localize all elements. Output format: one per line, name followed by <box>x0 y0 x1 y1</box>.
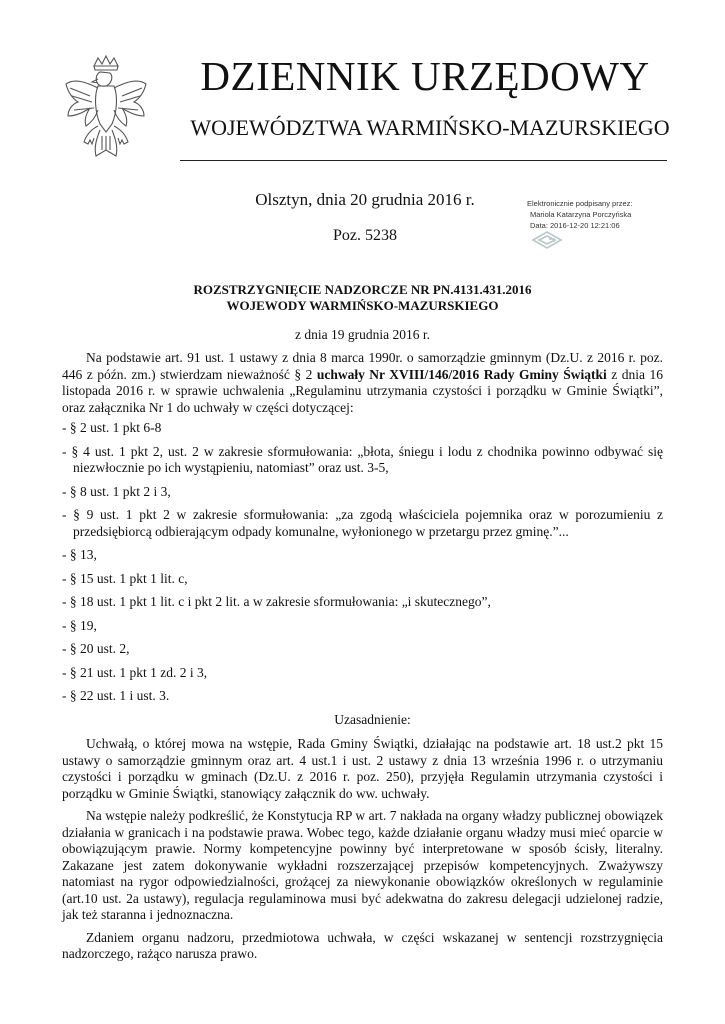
invalidated-provisions-list <box>62 420 663 705</box>
justification-paragraph: Uchwałą, o której mowa na wstępie, Rada Gminy Świątki, działając na podstawie art. 18 ust.2 pkt 15 ustawy o samorządzie gminnym oraz art. 4 ust.1 i ust. 2 ustawy z dnia 13 września 1996 r. o utrzymaniu czystości i porządku w gminach (Dz.U. z 2016 r. poz. 250), przyjęła Regulamin utrzymania czystości i porządku w Gminie Świątki, stanowiący załącznik do ww. uchwały. <box>62 736 663 801</box>
act-title-line-2: WOJEWODY WARMIŃSKO-MAZURSKIEGO <box>226 298 499 313</box>
position-number: Poz. 5238 <box>333 227 397 244</box>
esign-label: Elektronicznie podpisany przez: <box>527 199 633 208</box>
journal-title: DZIENNIK URZĘDOWY <box>200 53 650 99</box>
list-item: - § 19, <box>62 617 97 633</box>
esign-signer: Mariola Katarzyna Porczyńska <box>530 210 632 219</box>
coat-of-arms-eagle-icon <box>60 52 152 170</box>
act-date: z dnia 19 grudnia 2016 r. <box>295 327 430 342</box>
list-item: - § 18 ust. 1 pkt 1 lit. c i pkt 2 lit. a w zakresie sformułowania: „i skutecznego”, <box>62 594 491 609</box>
act-title <box>62 282 663 314</box>
document-body <box>62 350 663 963</box>
esign-date: Data: 2016-12-20 12:21:06 <box>530 221 620 230</box>
signature-logo-icon <box>530 230 564 250</box>
intro-paragraph: Na podstawie art. 91 ust. 1 ustawy z dnia 8 marca 1990r. o samorządzie gminnym (Dz.U. z 2016 r. poz. 446 z późn. zm.) stwierdzam nieważność § 2 uchwały Nr XVIII/146/2016 Rady Gminy Świątki z dnia 16 listopada 2016 r. w sprawie uchwalenia „Regulaminu utrzymania czystości i porządku w Gminie Świątki”, oraz załącznika Nr 1 do uchwały w części dotyczącej: <box>62 350 663 415</box>
place-date: Olsztyn, dnia 20 grudnia 2016 r. <box>255 190 475 209</box>
list-item: - § 15 ust. 1 pkt 1 lit. c, <box>62 570 188 586</box>
list-item: - § 9 ust. 1 pkt 2 w zakresie sformułowania: „za zgodą właściciela pojemnika oraz w porozumieniu z przedsiębiorcą odbierającym odpady komunalne, wyłonionego w przetargu przez gminę.”... <box>62 507 663 539</box>
list-item: - § 2 ust. 1 pkt 6-8 <box>62 420 162 435</box>
list-item: - § 13, <box>62 547 97 562</box>
list-item: - § 22 ust. 1 i ust. 3. <box>62 688 170 703</box>
journal-subtitle: WOJEWÓDZTWA WARMIŃSKO-MAZURSKIEGO <box>190 115 670 140</box>
justification-paragraph: Zdaniem organu nadzoru, przedmiotowa uchwała, w części wskazanej w sentencji rozstrzygnięcia nadzorczego, rażąco narusza prawo. <box>62 929 663 961</box>
resolution-reference: uchwały Nr XVIII/146/2016 Rady Gminy Świątki <box>316 366 607 382</box>
justification-paragraph: Na wstępie należy podkreślić, że Konstytucja RP w art. 7 nakłada na organy władzy publicznej obowiązek działania w granicach i na podstawie prawa. Wobec tego, każde działanie organu władzy musi mieć oparcie w obowiązującym prawie. Normy kompetencyjne powinny być interpretowane w sposób ścisły, literalny. Zakazane jest zatem dokonywanie wykładni rozszerzającej przepisów kompetencyjnych. Zważywszy natomiast na rygor odpowiedzialności, grożącej za niewykonanie obowiązków określonych w regulaminie (art.10 ust. 2a ustawy), regulacja regulaminowa musi być adekwatna do zakresu delegacji udzielonej radzie, jak też staranna i jednoznaczna. <box>62 808 663 922</box>
header-divider <box>180 160 667 161</box>
list-item: - § 21 ust. 1 pkt 1 zd. 2 i 3, <box>62 664 208 680</box>
list-item: - § 4 ust. 1 pkt 2, ust. 2 w zakresie sformułowania: „błota, śniegu i lodu z chodnika powinno odbywać się niezwłocznie po ich wystąpieniu, natomiast” oraz ust. 3-5, <box>62 443 663 475</box>
electronic-signature <box>527 198 687 254</box>
list-item: - § 20 ust. 2, <box>62 641 130 656</box>
justification-heading: Uzasadnienie: <box>334 711 411 727</box>
act-title-line-1: ROZSTRZYGNIĘCIE NADZORCZE NR PN.4131.431.2016 <box>193 282 532 297</box>
list-item: - § 8 ust. 1 pkt 2 i 3, <box>62 483 171 499</box>
